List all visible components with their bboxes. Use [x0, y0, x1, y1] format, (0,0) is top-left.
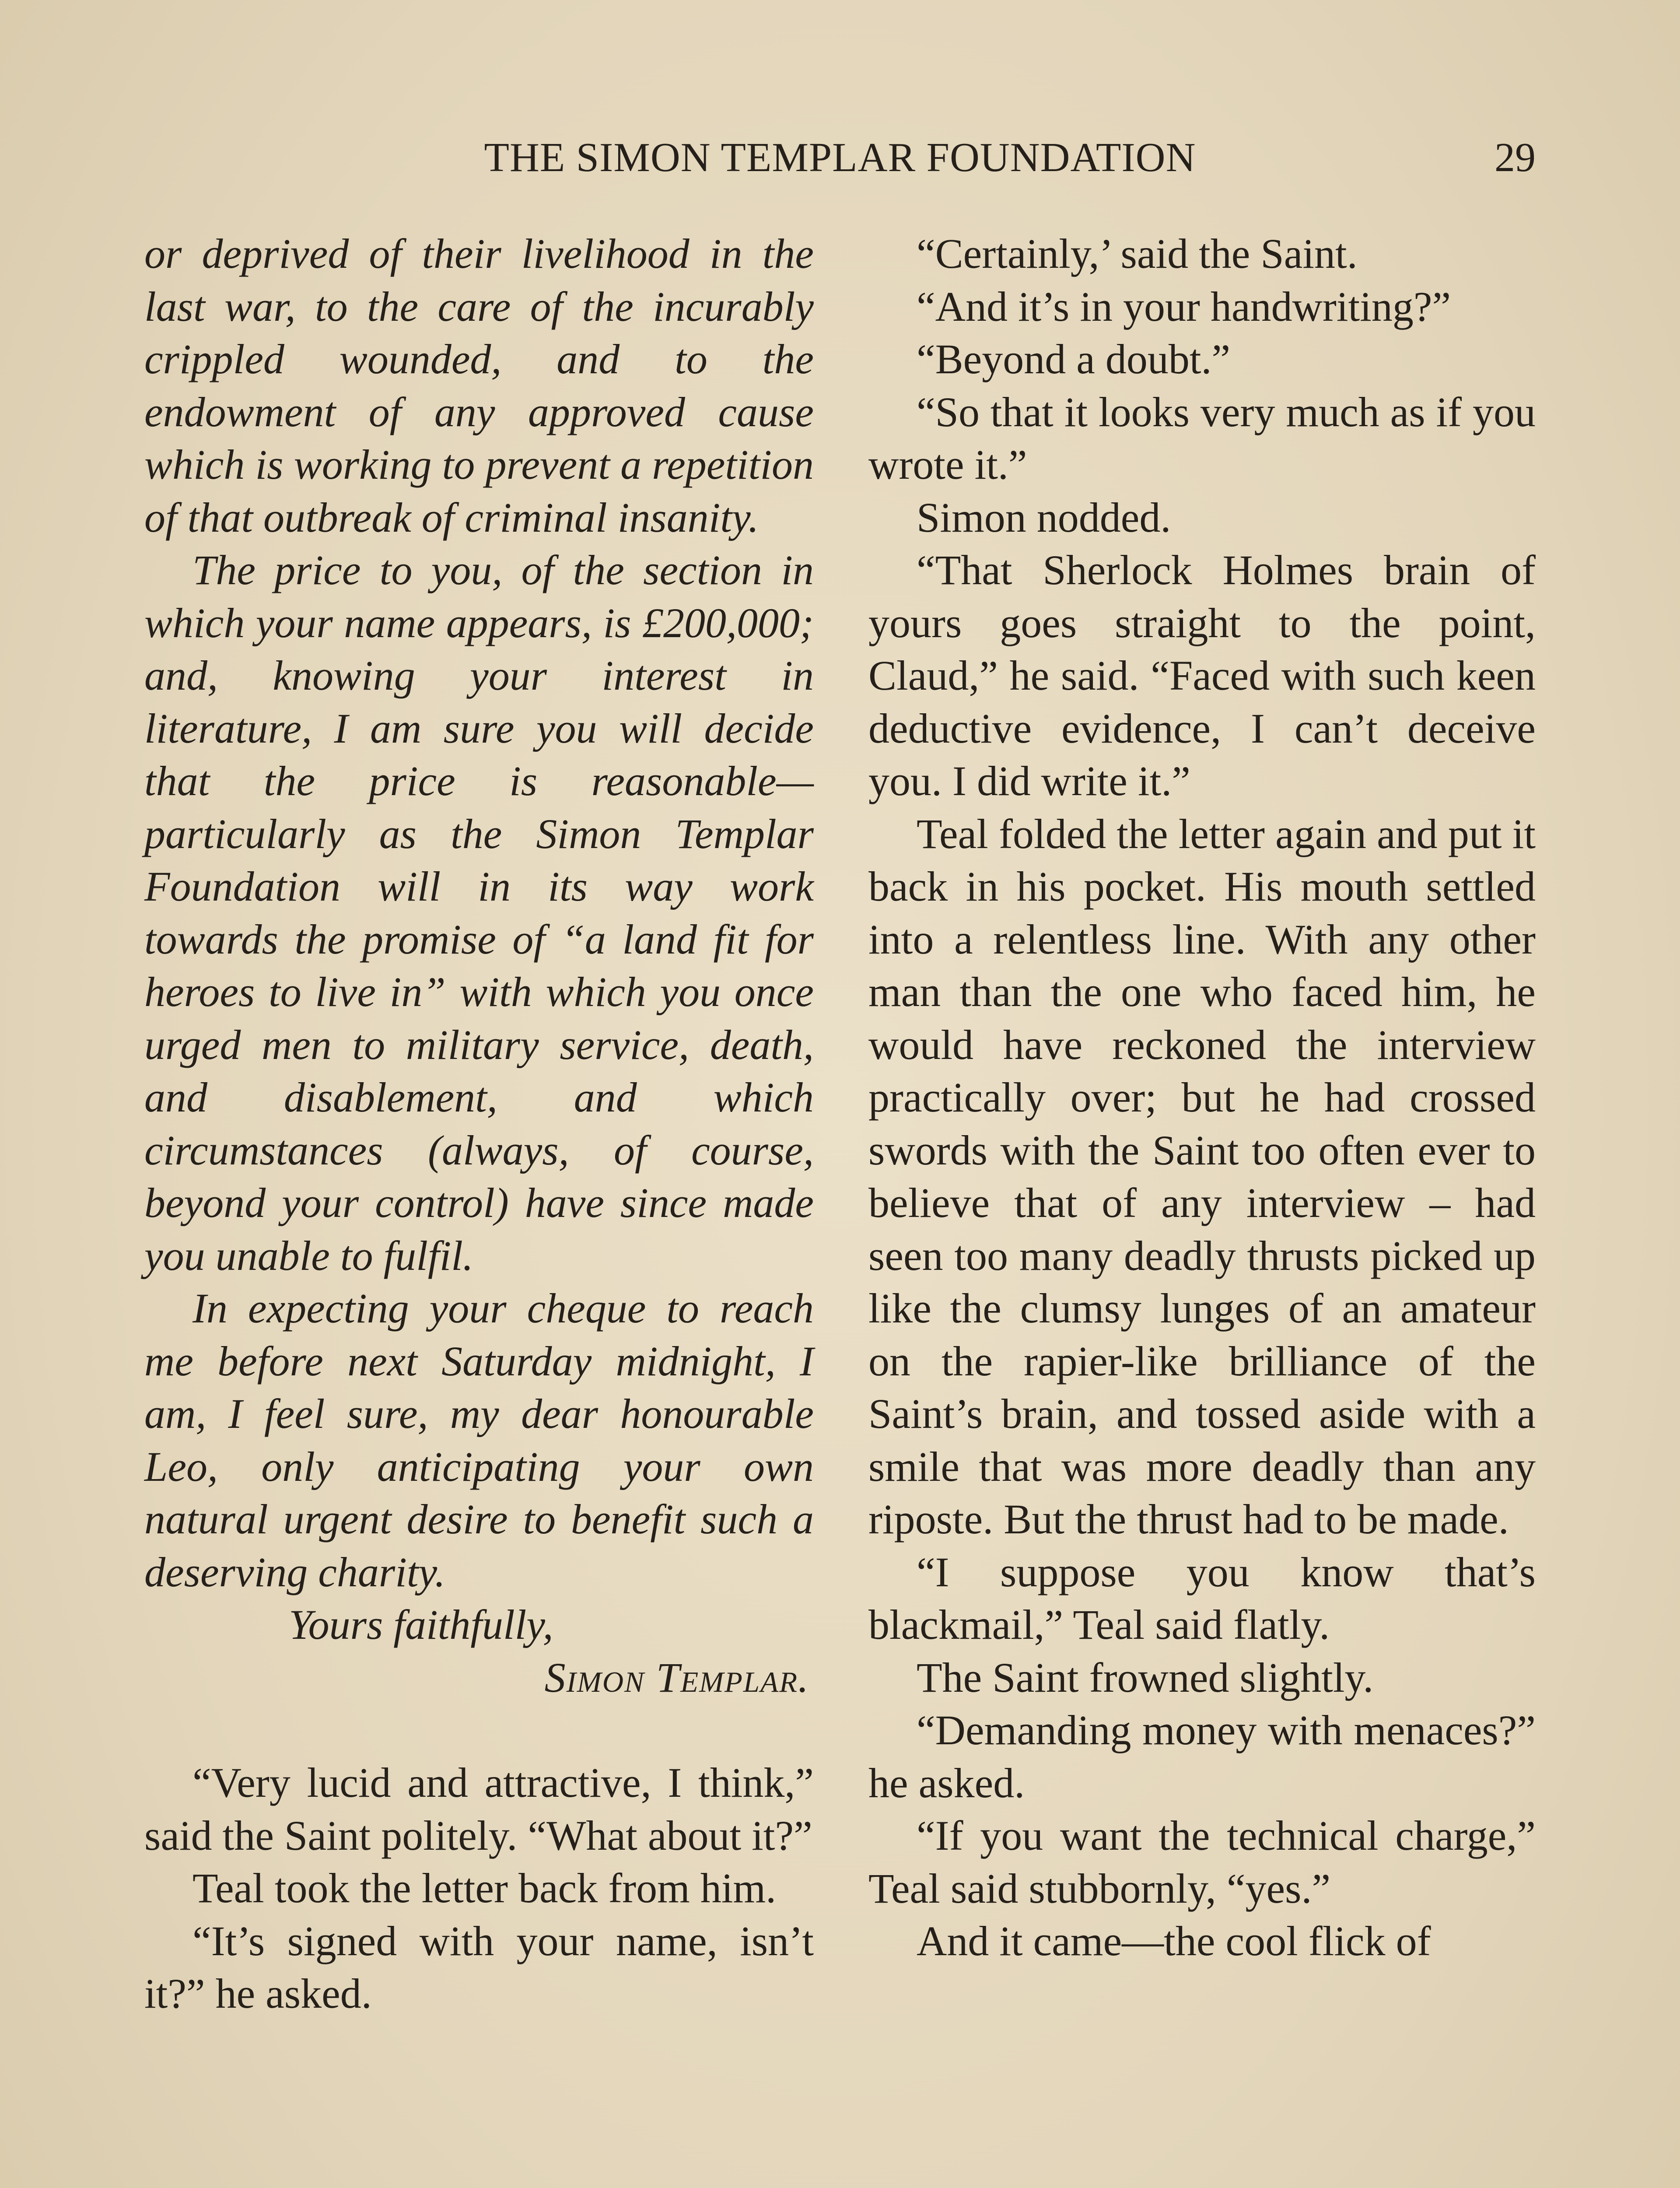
body-paragraph: “It’s signed with your name, isn’t it?” he asked.: [144, 1917, 814, 2017]
letter-closing: Yours faithfully,: [289, 1601, 553, 1648]
body-paragraph: Teal took the letter back from him.: [192, 1865, 777, 1911]
running-title: THE SIMON TEMPLAR FOUNDATION: [484, 135, 1196, 180]
letter-paragraph: In expecting your cheque to reach me before next Saturday midnight, I am, I feel sure, my dear honourable Leo, only anticipating your own natural urgent desire to benefit such a deserving charity.: [144, 1285, 814, 1595]
letter-signature: Simon Templar.: [544, 1654, 809, 1701]
body-paragraph: “Beyond a doubt.”: [917, 336, 1231, 382]
body-paragraph: The Saint frowned slightly.: [917, 1654, 1374, 1701]
letter-paragraph: The price to you, of the section in which your name appears, is £200,000; and, knowing your interest in literature, I am sure you will decide that the price is reasonable—particularly as the Simon Templar Foundation will in its way work towards the promise of “a land fit for heroes to live in” with which you once urged men to military service, death, and disablement, and which circumstances (always, of course, beyond your control) have since made you unable to fulfil.: [144, 547, 814, 1279]
letter-paragraph: or deprived of their livelihood in the last war, to the care of the incurably crippled wounded, and to the endowment of any approved cause which is working to prevent a repetition of that outbreak of criminal insanity.: [144, 230, 814, 541]
page-header: [144, 131, 1536, 184]
left-column: [144, 228, 814, 2020]
body-paragraph: “Very lucid and attractive, I think,” said the Saint politely. “What about it?”: [144, 1759, 814, 1859]
body-paragraph: “If you want the technical charge,” Teal said stubbornly, “yes.”: [868, 1812, 1536, 1912]
body-paragraph: “Certainly,’ said the Saint.: [917, 230, 1358, 277]
page-number: 29: [1494, 135, 1536, 180]
body-paragraph: “And it’s in your handwriting?”: [917, 283, 1451, 330]
body-paragraph: “That Sherlock Holmes brain of yours goes straight to the point, Claud,” he said. “Faced with such keen deductive evidence, I can’t deceive you. I did write it.”: [868, 547, 1536, 804]
body-paragraph: And it came—the cool flick of: [917, 1918, 1431, 1964]
body-paragraph: Simon nodded.: [917, 494, 1171, 541]
right-column: [868, 228, 1536, 1968]
letter-body: [144, 228, 814, 1704]
body-paragraph: “Demanding money with menaces?” he asked.: [868, 1707, 1536, 1806]
section-gap: [144, 1704, 814, 1757]
body-paragraph: Teal folded the letter again and put it back in his pocket. His mouth settled into a relentless line. With any other man than the one who faced him, he would have reckoned the interview practically over; but he had crossed swords with the Saint too often ever to believe that of any interview – had seen too many deadly thrusts picked up like the clumsy lunges of an amateur on the rapier-like brilliance of the Saint’s brain, and tossed aside with a smile that was more deadly than any riposte. But the thrust had to be made.: [868, 810, 1536, 1543]
body-paragraph: “So that it looks very much as if you wrote it.”: [868, 388, 1536, 488]
body-paragraph: “I suppose you know that’s blackmail,” Teal said flatly.: [868, 1548, 1536, 1648]
